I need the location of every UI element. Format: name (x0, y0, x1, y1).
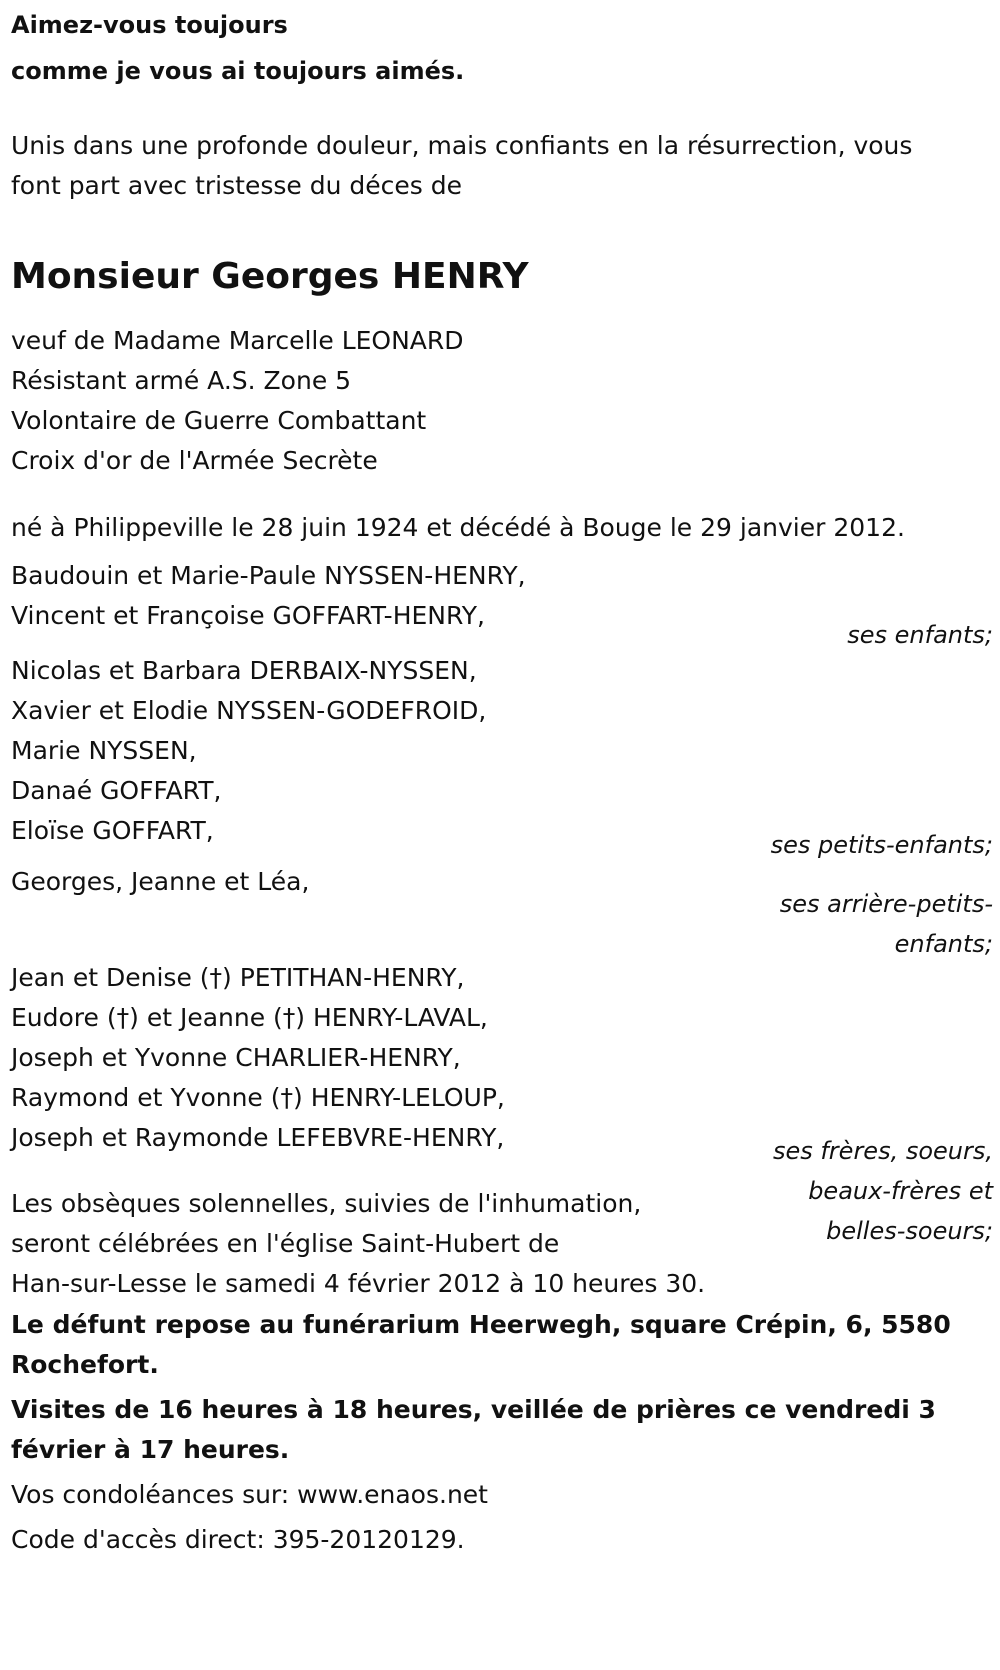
family-name-line: Danaé GOFFART, (11, 776, 222, 805)
family-name-line: Joseph et Yvonne CHARLIER-HENRY, (11, 1043, 461, 1072)
condolences-line: Vos condoléances sur: www.enaos.net (11, 1480, 488, 1509)
deceased-name: Monsieur Georges HENRY (11, 256, 529, 297)
family-name-line: Raymond et Yvonne (†) HENRY-LELOUP, (11, 1083, 505, 1112)
birth-death-line: né à Philippeville le 28 juin 1924 et décédé à Bouge le 29 janvier 2012. (11, 513, 905, 542)
family-name-line: Baudouin et Marie-Paule NYSSEN-HENRY, (11, 561, 526, 590)
title-line: veuf de Madame Marcelle LEONARD (11, 326, 464, 355)
title-line: Croix d'or de l'Armée Secrète (11, 446, 378, 475)
family-name-line: Vincent et Françoise GOFFART-HENRY, (11, 601, 485, 630)
visits-paragraph: Visites de 16 heures à 18 heures, veillée de prières ce vendredi 3 février à 17 heures. (11, 1395, 936, 1464)
family-name-line: Xavier et Elodie NYSSEN-GODEFROID, (11, 696, 487, 725)
siblings-list (11, 958, 505, 1158)
relation-line: enfants; (894, 930, 993, 958)
family-name-line: Eudore (†) et Jeanne (†) HENRY-LAVAL, (11, 1003, 488, 1032)
relation-grandchildren: ses petits-enfants; (770, 831, 993, 859)
funeral-line: Han-sur-Lesse le samedi 4 février 2012 à 10 heures 30. (11, 1269, 706, 1298)
funeral-line: Les obsèques solennelles, suivies de l'inhumation, (11, 1189, 642, 1218)
intro-paragraph (11, 126, 912, 206)
access-code-line: Code d'accès direct: 395-20120129. (11, 1525, 465, 1554)
children-list (11, 556, 526, 636)
funeral-paragraph (11, 1184, 705, 1304)
relation-line: ses arrière-petits- (779, 890, 993, 918)
relation-great-grandchildren (780, 884, 993, 964)
family-name-line: Nicolas et Barbara DERBAIX-NYSSEN, (11, 656, 477, 685)
intro-line-1: Unis dans une profonde douleur, mais confiants en la résurrection, vous (11, 131, 913, 160)
family-name-line: Marie NYSSEN, (11, 736, 197, 765)
title-line: Résistant armé A.S. Zone 5 (11, 366, 352, 395)
family-name-line: Joseph et Raymonde LEFEBVRE-HENRY, (11, 1123, 505, 1152)
title-line: Volontaire de Guerre Combattant (11, 406, 427, 435)
relation-children: ses enfants; (847, 621, 993, 649)
relation-line: belles-soeurs; (826, 1217, 993, 1245)
relation-line: beaux-frères et (808, 1177, 993, 1205)
family-name-line: Eloïse GOFFART, (11, 816, 214, 845)
family-name-line: Jean et Denise (†) PETITHAN-HENRY, (11, 963, 465, 992)
great-grandchildren-list: Georges, Jeanne et Léa, (11, 867, 310, 896)
epigraph-line-2: comme je vous ai toujours aimés. (11, 57, 465, 85)
relation-line: ses frères, soeurs, (772, 1137, 993, 1165)
rest-place-paragraph: Le défunt repose au funérarium Heerwegh, square Crépin, 6, 5580 Rochefort. (11, 1310, 951, 1379)
intro-line-2: font part avec tristesse du déces de (11, 171, 462, 200)
titles-list (11, 321, 464, 481)
funeral-line: seront célébrées en l'église Saint-Hubert de (11, 1229, 560, 1258)
epigraph-line-1: Aimez-vous toujours (11, 11, 288, 39)
relation-siblings (773, 1131, 993, 1251)
grandchildren-list (11, 651, 486, 851)
